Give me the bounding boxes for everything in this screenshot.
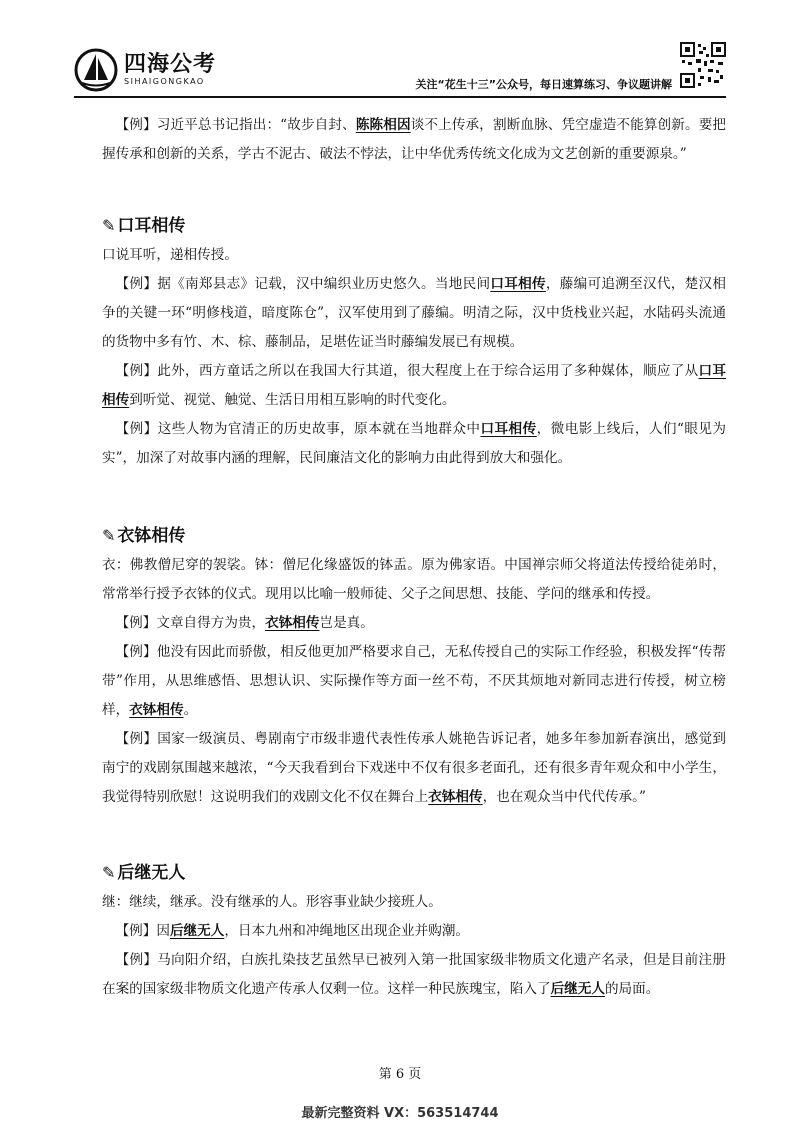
section-houji-wuren bbox=[102, 858, 726, 1004]
pencil-icon: ✎ bbox=[102, 526, 116, 545]
sailboat-logo-icon bbox=[74, 48, 118, 92]
example: 【例】这些人物为官清正的历史故事，原本就在当地群众中口耳相传，微电影上线后，人们“眼见为实”，加深了对故事内涵的理解，民间廉洁文化的影响力由此得到放大和强化。 bbox=[102, 421, 727, 466]
example: 【例】马向阳介绍，白族扎染技艺虽然早已被列入第一批国家级非物质文化遗产名录，但是目前注册在案的国家级非物质文化遗产传承人仅剩一位。这样一种民族瑰宝，陷入了后继无人的局面。 bbox=[102, 952, 726, 997]
section-heading: ✎ 衣钵相传 bbox=[102, 521, 726, 551]
page-number: 第 6 页 bbox=[378, 1067, 422, 1082]
header-tagline: 关注“花生十三”公众号，每日速算练习、争议题讲解 bbox=[415, 78, 672, 91]
example: 【例】据《南郑县志》记载，汉中编织业历史悠久。当地民间口耳相传，藤编可追溯至汉代，楚汉相争的关键一环“明修栈道，暗度陈仓”，汉军使用到了藤编。明清之际，汉中货栈业兴起，水陆码头流通的货物中多有竹、木、棕、藤制品，足堪佐证当时藤编发展已有规模。 bbox=[102, 276, 727, 350]
keyword-highlight: 后继无人 bbox=[169, 923, 225, 939]
keyword-highlight: 衣钵相传 bbox=[129, 702, 184, 718]
keyword-highlight: 衣钵相传 bbox=[265, 615, 320, 631]
qr-code-icon bbox=[680, 42, 726, 88]
example: 【例】他没有因此而骄傲，相反他更加严格要求自己，无私传授自己的实际工作经验，积极发挥“传帮带”作用，从思维感悟、思想认识、实际操作等方面一丝不苟，不厌其烦地对新同志进行传授，树立榜样，衣钵相传。 bbox=[102, 644, 726, 718]
keyword-highlight: 后继无人 bbox=[550, 981, 605, 997]
pencil-icon: ✎ bbox=[102, 863, 116, 882]
example: 【例】因后继无人，日本九州和冲绳地区出现企业并购潮。 bbox=[115, 923, 470, 939]
section-yibo-xiangchuan bbox=[102, 521, 726, 812]
keyword-highlight: 陈陈相因 bbox=[355, 117, 411, 133]
example: 【例】国家一级演员、粤剧南宁市级非遗代表性传承人姚艳告诉记者，她多年参加新春演出，感觉到南宁的戏剧氛围越来越浓，“今天我看到台下戏迷中不仅有很多老面孔，还有很多青年观众和中小学生，我觉得特别欣慰！这说明我们的戏剧文化不仅在舞台上衣钵相传，也在观众当中代代传承。” bbox=[102, 731, 726, 805]
section-kouer-xiangchuan bbox=[102, 211, 726, 473]
keyword-highlight: 衣钵相传 bbox=[428, 789, 483, 805]
header-divider bbox=[74, 96, 726, 98]
definition: 口说耳听，递相传授。 bbox=[102, 247, 238, 263]
keyword-highlight: 口耳相传 bbox=[490, 276, 546, 292]
logo-pinyin: SIHAIGONGKAO bbox=[124, 77, 205, 86]
example: 【例】文章自得方为贵，衣钵相传岂是真。 bbox=[115, 615, 374, 631]
definition: 继：继续，继承。没有继承的人。形容事业缺少接班人。 bbox=[102, 894, 442, 910]
keyword-highlight: 口耳相传 bbox=[480, 421, 537, 437]
page-header bbox=[0, 0, 800, 108]
definition: 衣：佛教僧尼穿的袈裟。钵：僧尼化缘盛饭的钵盂。原为佛家语。中国禅宗师父将道法传授给徒弟时，常常举行授予衣钵的仪式。现用以比喻一般师徒、父子之间思想、技能、学问的继承和传授。 bbox=[102, 557, 726, 602]
section-heading: ✎ 后继无人 bbox=[102, 858, 726, 888]
logo bbox=[74, 48, 216, 92]
logo-chinese: 四海公考 bbox=[124, 52, 217, 77]
intro-example: 【例】习近平总书记指出：“故步自封、陈陈相因谈不上传承，割断血脉、凭空虚造不能算创新。要把握传承和创新的关系，学古不泥古、破法不悖法，让中华优秀传统文化成为文艺创新的重要源泉。” bbox=[102, 117, 727, 162]
section-heading: ✎ 口耳相传 bbox=[102, 211, 726, 241]
page-content bbox=[102, 111, 726, 1004]
example: 【例】此外，西方童话之所以在我国大行其道，很大程度上在于综合运用了多种媒体，顺应了从口耳相传到听觉、视觉、触觉、生活日用相互影响的时代变化。 bbox=[102, 363, 727, 408]
keyword-highlight: 口耳相传 bbox=[102, 363, 727, 408]
pencil-icon: ✎ bbox=[102, 216, 116, 235]
footer-contact: 最新完整资料 VX：563514744 bbox=[301, 1106, 499, 1121]
